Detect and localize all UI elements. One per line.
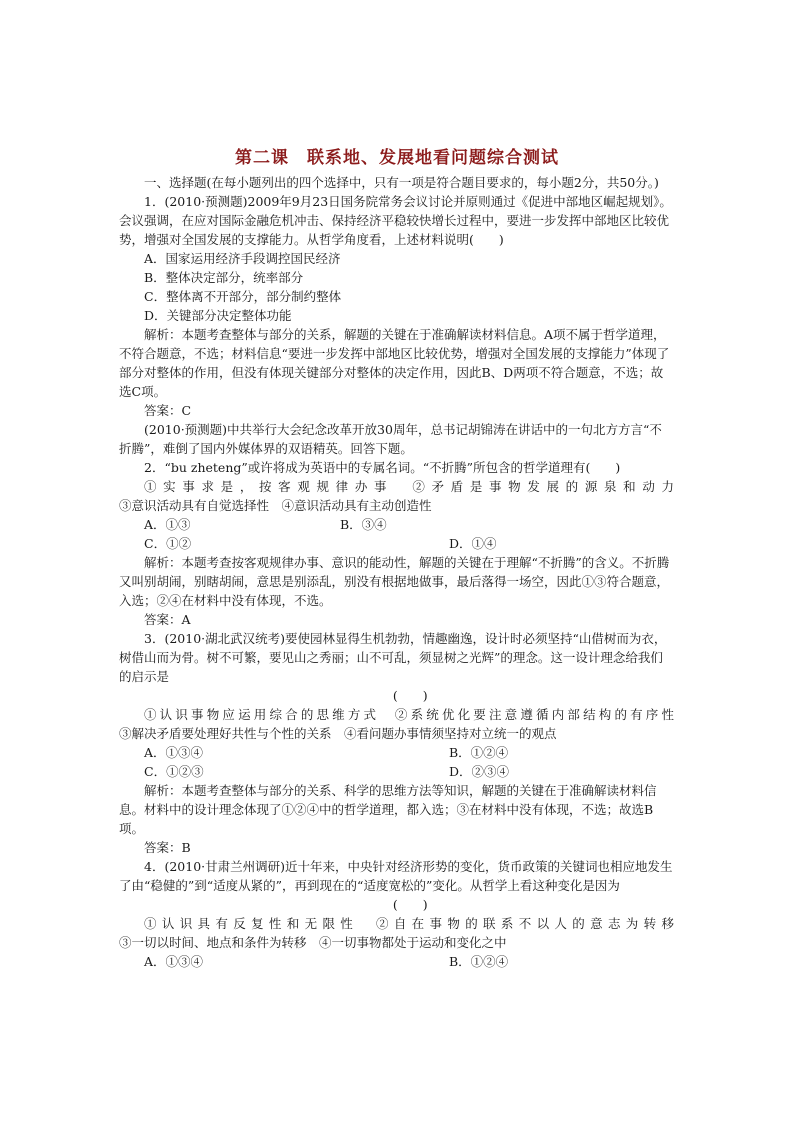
q2-options-row-1 <box>119 515 674 534</box>
q2-option-c: C．①② <box>144 536 192 551</box>
q2-analysis: 解析：本题考查按客观规律办事、意识的能动性，解题的关键在于理解“不折腾”的含义。不折腾又叫别胡闹，别瞎胡闹，意思是别添乱，别没有根据地做事，最后落得一场空，因此①③符合题意，入选；②④在材料中没有体现，不选。 <box>119 555 670 608</box>
q3-option-b: B．①②④ <box>449 745 509 760</box>
q2-option-a: A．①③ <box>144 517 191 532</box>
q2-stem: 2．“bu zheteng”或许将成为英语中的专属名词。“不折腾”所包含的哲学道理有( ) <box>144 460 621 475</box>
q4-statements-1: ①认识具有反复性和无限性 ②自在事物的联系不以人的意志为转移 <box>144 916 674 931</box>
q4-statements-2: ③一切以时间、地点和条件为转移 ④一切事物都处于运动和变化之中 <box>119 935 507 950</box>
q3-options-row-2 <box>119 762 674 781</box>
q1-analysis: 解析：本题考查整体与部分的关系，解题的关键在于准确解读材料信息。A项不属于哲学道理，不符合题意，不选；材料信息“要进一步发挥中部地区比较优势，增强对全国发展的支撑能力”体现了部分对整体的作用，但没有体现关键部分对整体的决定作用，因此B、D两项不符合题意，不选；故选C项。 <box>119 327 670 399</box>
q2-option-d: D．①④ <box>449 536 497 551</box>
q3-answer: 答案：B <box>144 840 191 855</box>
q3-stem: 3．(2010·湖北武汉统考)要使园林显得生机勃勃，情趣幽逸，设计时必须坚持“山借树而为衣，树借山而为骨。树不可繁，要见山之秀丽；山不可乱，须显树之光辉”的理念。这一设计理念给我们的启示是 <box>119 631 667 684</box>
q3-statements-1: ①认识事物应运用综合的思维方式 ②系统优化要注意遵循内部结构的有序性 <box>144 707 674 722</box>
q2-intro: (2010·预测题)中共举行大会纪念改革开放30周年，总书记胡锦涛在讲话中的一句北方方言“不折腾”，难倒了国内外媒体界的双语精英。回答下题。 <box>119 422 662 456</box>
q1-option-d: D．关键部分决定整体功能 <box>144 308 292 323</box>
q4-stem: 4．(2010·甘肃兰州调研)近十年来，中央针对经济形势的变化，货币政策的关键词也相应地发生了由“稳健的”到“适度从紧的”，再到现在的“适度宽松的”变化。从哲学上看这种变化是因为 <box>119 859 673 893</box>
q1-option-b: B．整体决定部分，统率部分 <box>144 270 304 285</box>
q1-option-c: C．整体离不开部分，部分制约整体 <box>144 289 342 304</box>
section-heading: 一、选择题(在每小题列出的四个选择中，只有一项是符合题目要求的，每小题2分，共50分。) <box>144 175 659 190</box>
q3-analysis: 解析：本题考查整体与部分的关系、科学的思维方法等知识，解题的关键在于准确解读材料信息。材料中的设计理念体现了①②④中的哲学道理，都入选；③在材料中没有体现，不选；故选B项。 <box>119 783 657 836</box>
document-body <box>119 173 674 971</box>
q3-options-row-1 <box>119 743 674 762</box>
q1-answer: 答案：C <box>144 403 192 418</box>
q2-answer: 答案：A <box>144 612 191 627</box>
page-title: 第二课 联系地、发展地看问题综合测试 <box>235 148 559 168</box>
q4-options-row-1 <box>119 952 674 971</box>
q2-statements-1: ①实事求是，按客观规律办事 ②矛盾是事物发展的源泉和动力 <box>144 479 674 494</box>
q1-option-a: A．国家运用经济手段调控国民经济 <box>144 251 341 266</box>
q3-answer-blank: ( ) <box>392 688 428 703</box>
q4-option-b: B．①②④ <box>449 954 509 969</box>
q2-option-b: B．③④ <box>340 517 387 532</box>
q3-option-c: C．①②③ <box>144 764 204 779</box>
q2-statements-2: ③意识活动具有自觉选择性 ④意识活动具有主动创造性 <box>119 498 432 513</box>
q2-options-row-2 <box>119 534 674 553</box>
q3-option-a: A．①③④ <box>144 745 204 760</box>
q3-option-d: D．②③④ <box>449 764 510 779</box>
q4-option-a: A．①③④ <box>144 954 204 969</box>
q4-answer-blank: ( ) <box>392 897 428 912</box>
q3-statements-2: ③解决矛盾要处理好共性与个性的关系 ④看问题办事情须坚持对立统一的观点 <box>119 726 557 741</box>
q1-stem: 1．(2010·预测题)2009年9月23日国务院常务会议讨论并原则通过《促进中部地区崛起规划》。会议强调，在应对国际金融危机冲击、保持经济平稳较快增长过程中，要进一步发挥中部地区比较优势，增强对全国发展的支撑能力。从哲学角度看，上述材料说明( ) <box>119 194 672 247</box>
